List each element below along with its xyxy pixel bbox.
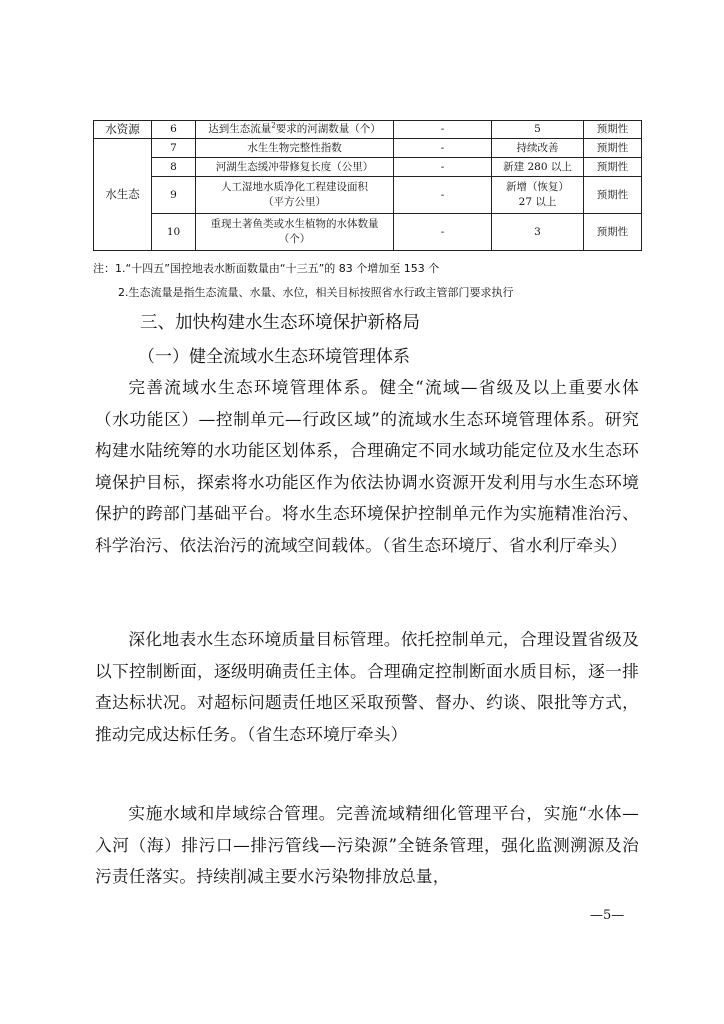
number-cell: 10: [152, 214, 196, 251]
category-cell: 水资源: [94, 121, 152, 139]
body-paragraph: 深化地表水生态环境质量目标管理。依托控制单元，合理设置省级及以下控制断面，逐级明确责任主体。合理确定控制断面水质目标，逐一排查达标状况。对超标问题责任地区采取预警、督办、约谈、限批等方式，推动完成达标任务。（省生态环境厅牵头）: [95, 629, 639, 744]
table-row: [94, 158, 642, 177]
section-heading: 三、加快构建水生态环境保护新格局: [140, 313, 420, 333]
table-note-2: 2.生态流量是指生态流量、水量、水位，相关目标按照省水行政主管部门要求执行: [118, 286, 514, 299]
indicator-cell: 达到生态流量$^2$要求的河湖数量（个）: [196, 121, 394, 139]
body-paragraph: 完善流域水生态环境管理体系。健全“流域—省级及以上重要水体（水功能区）—控制单元—行政区域”的流域水生态环境管理体系。研究构建水陆统筹的水功能区划体系，合理确定不同水域功能定位及水生态环境保护目标，探索将水功能区作为依法协调水资源开发利用与水生态环境保护的跨部门基础平台。将水生态环境保护控制单元作为实施精准治污、科学治污、依法治污的流域空间载体。（省生态环境厅、省水利厅牵头）: [95, 377, 639, 555]
number-cell: 6: [152, 121, 196, 139]
indicator-cell: 人工湿地水质净化工程建设面积 （平方公里）: [196, 177, 394, 214]
indicator-cell: 河湖生态缓冲带修复长度（公里）: [196, 158, 394, 177]
type-cell: 预期性: [584, 121, 642, 139]
footnote-marker: 2: [271, 121, 276, 130]
indicator-cell: 水生生物完整性指数: [196, 139, 394, 158]
base-cell: -: [394, 139, 492, 158]
indicator-table: [93, 120, 642, 251]
table-row: [94, 139, 642, 158]
base-cell: -: [394, 121, 492, 139]
target-cell: 3: [492, 214, 584, 251]
number-cell: 9: [152, 177, 196, 214]
target-cell: 5: [492, 121, 584, 139]
number-cell: 8: [152, 158, 196, 177]
target-cell: 新增（恢复） 27 以上: [492, 177, 584, 214]
number-cell: 7: [152, 139, 196, 158]
type-cell: 预期性: [584, 214, 642, 251]
target-cell: 持续改善: [492, 139, 584, 158]
base-cell: -: [394, 214, 492, 251]
base-cell: -: [394, 158, 492, 177]
type-cell: 预期性: [584, 177, 642, 214]
target-cell: 新建 280 以上: [492, 158, 584, 177]
type-cell: 预期性: [584, 158, 642, 177]
table-row: [94, 121, 642, 139]
base-cell: -: [394, 177, 492, 214]
indicator-cell: 重现土著鱼类或水生植物的水体数量 （个）: [196, 214, 394, 251]
subsection-heading: （一）健全流域水生态环境管理体系: [138, 347, 410, 367]
table-note-1: 注：1.“十四五”国控地表水断面数量由“十三五”的 83 个增加至 153 个: [93, 262, 440, 275]
type-cell: 预期性: [584, 139, 642, 158]
table-row: [94, 177, 642, 214]
body-paragraph: 实施水域和岸域综合管理。完善流域精细化管理平台，实施“水体—入河（海）排污口—排污管线—污染源”全链条管理，强化监测溯源及治污责任落实。持续削减主要水污染物排放总量，: [95, 803, 639, 887]
page-number: —5—: [590, 908, 625, 923]
category-cell: 水生态: [94, 139, 152, 251]
table-row: [94, 214, 642, 251]
